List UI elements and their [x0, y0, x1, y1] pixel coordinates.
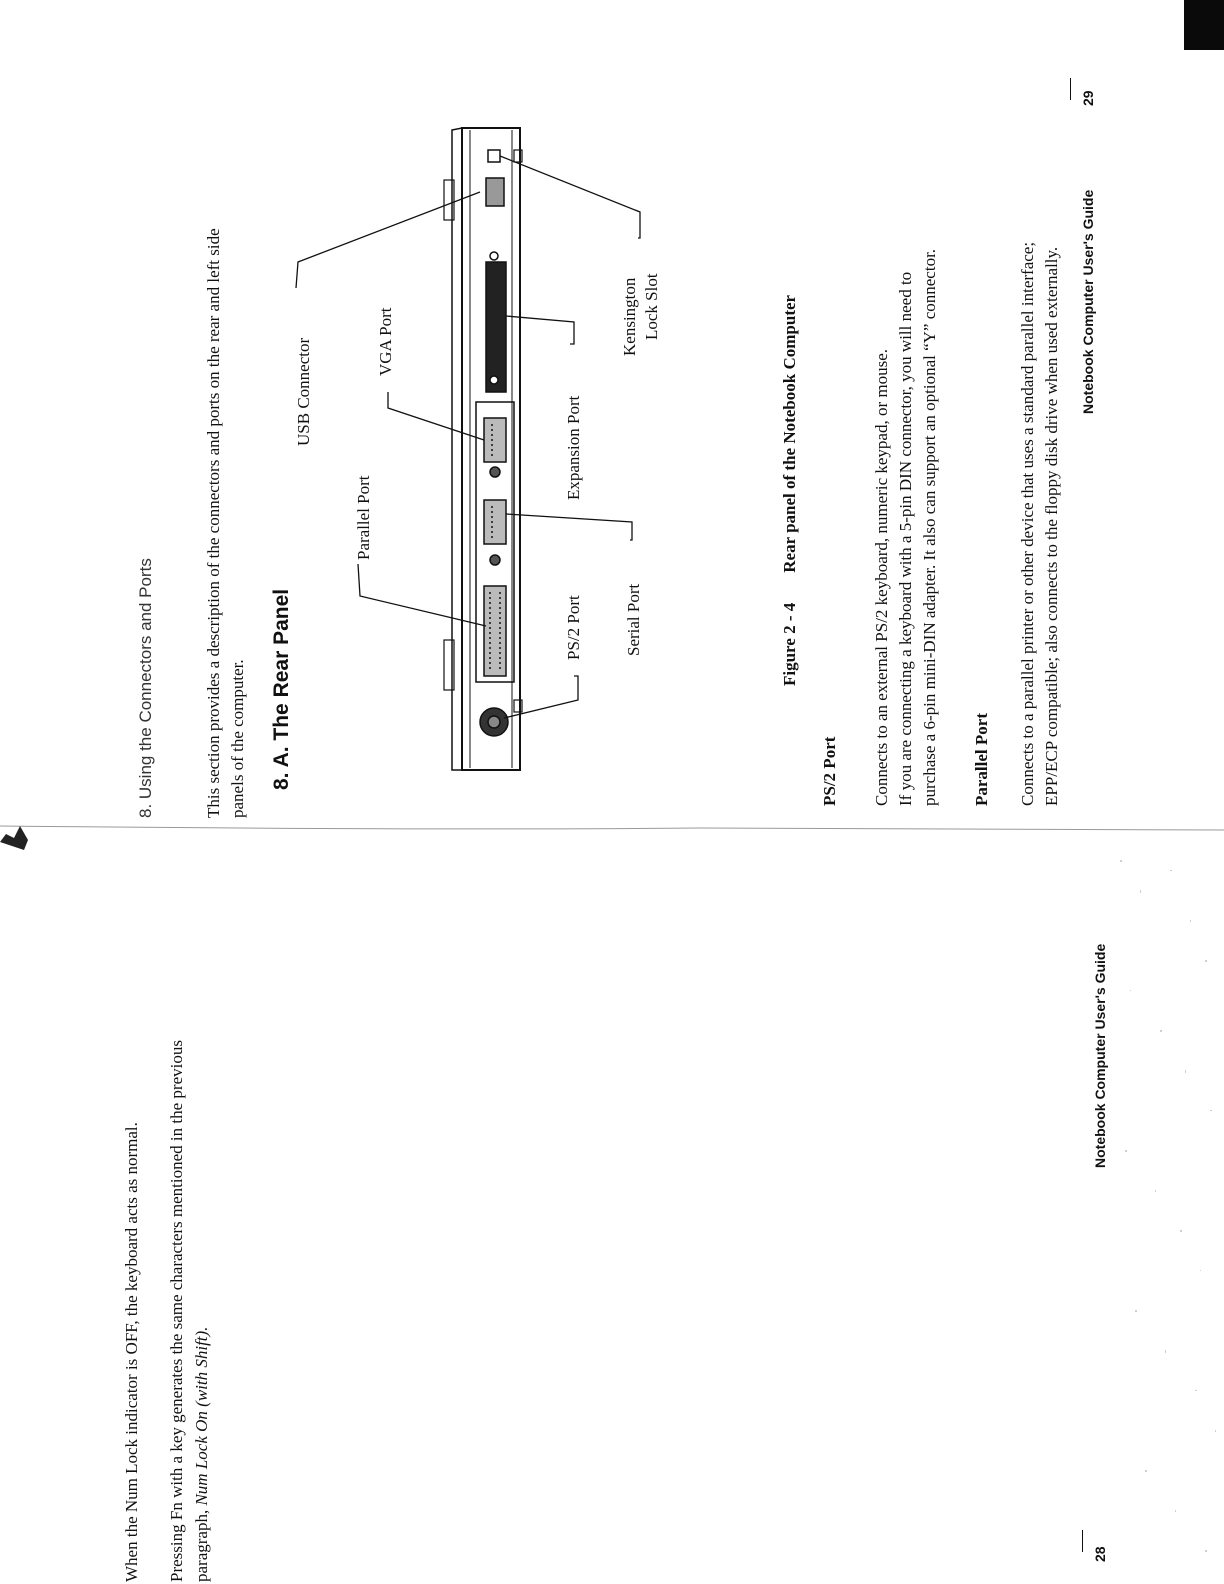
left-footer: Notebook Computer User's Guide [1092, 943, 1108, 1168]
left-paragraph-2-italic: Num Lock On (with Shift). [192, 1326, 211, 1506]
right-page-number: 29 [1080, 90, 1096, 106]
label-kensington-1: Kensington [620, 277, 639, 356]
ps2-heading: PS/2 Port [820, 736, 839, 806]
ps2-line-3: purchase a 6-pin mini-DIN adapter. It also can support an optional “Y” connector. [920, 248, 939, 806]
label-parallel-port: Parallel Port [354, 475, 373, 560]
left-paragraph-2-prefix: paragraph, [192, 1505, 211, 1582]
parallel-line-1: Connects to a parallel printer or other device that uses a standard parallel interface; [1018, 241, 1037, 806]
section-header: 8. Using the Connectors and Ports [136, 558, 155, 818]
figure-caption [780, 295, 800, 686]
right-footer: Notebook Computer User's Guide [1080, 189, 1096, 414]
intro-line-2: panels of the computer. [228, 659, 247, 818]
right-page-number-rule [1070, 78, 1071, 100]
subsection-title: 8. A. The Rear Panel [270, 588, 293, 790]
label-ps2-port: PS/2 Port [564, 595, 583, 660]
parallel-line-2: EPP/ECP compatible; also connects to the floppy disk drive when used externally. [1042, 246, 1061, 806]
label-expansion-port: Expansion Port [564, 395, 583, 500]
ps2-line-2: If you are connecting a keyboard with a 5-pin DIN connector, you will need to [896, 271, 915, 806]
label-serial-port: Serial Port [624, 583, 643, 656]
ps2-line-1: Connects to an external PS/2 keyboard, numeric keypad, or mouse. [872, 349, 891, 806]
label-kensington-2: Lock Slot [642, 273, 661, 340]
label-usb-connector: USB Connector [294, 337, 313, 446]
label-vga-port: VGA Port [376, 307, 395, 376]
intro-line-1: This section provides a description of the connectors and ports on the rear and left side [204, 228, 223, 818]
figure-caption-number: Figure 2 - 4 [780, 602, 799, 686]
parallel-heading: Parallel Port [972, 713, 991, 806]
figure-caption-text: Rear panel of the Notebook Computer [780, 294, 799, 573]
left-page-number: 28 [1092, 1546, 1108, 1562]
left-paragraph-1: When the Num Lock indicator is OFF, the keyboard acts as normal. [122, 1122, 141, 1582]
left-paragraph-2-line-1: Pressing Fn with a key generates the same characters mentioned in the previous [167, 1040, 186, 1582]
